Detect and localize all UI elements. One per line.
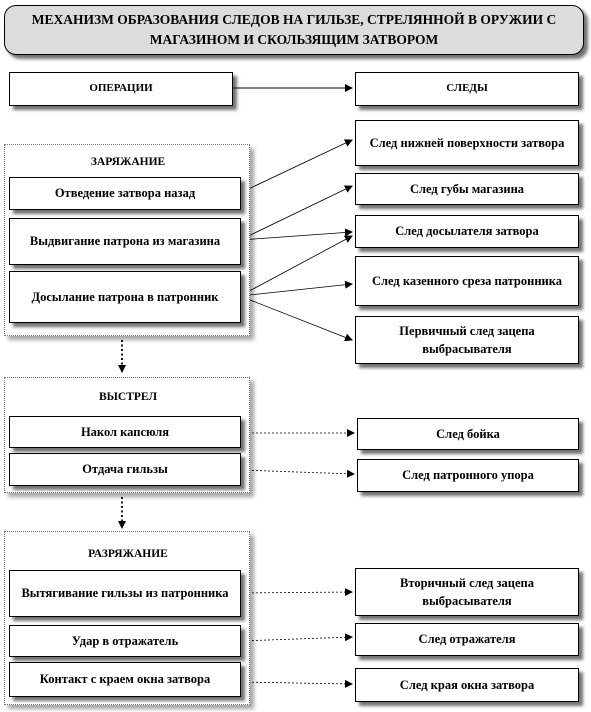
trace-firing-pin: След бойка <box>357 418 579 450</box>
arrow-op2-trace3 <box>240 232 352 240</box>
op-extract-case: Вытягивание гильзы из патронника <box>9 570 241 617</box>
traces-header: СЛЕДЫ <box>355 72 579 106</box>
trace-magazine-lip: След губы магазина <box>355 173 579 205</box>
diagram-title: МЕХАНИЗМ ОБРАЗОВАНИЯ СЛЕДОВ НА ГИЛЬЗЕ, СТРЕЛЯННОЙ В ОРУЖИИ С МАГАЗИНОМ И СКОЛЬЗЯЩИМ ЗАТВОРОМ <box>4 5 584 55</box>
arrow-op3-trace4 <box>240 284 352 296</box>
group-shot-title: ВЫСТРЕЛ <box>98 391 158 403</box>
group-loading-title: ЗАРЯЖАНИЕ <box>90 156 166 168</box>
trace-bolt-rammer: След досылателя затвора <box>355 215 579 248</box>
trace-breech-face: След патронного упора <box>357 459 579 492</box>
trace-secondary-extractor: Вторичный след зацепа выбрасывателя <box>355 568 579 616</box>
op-cartridge-from-magazine: Выдвигание патрона из магазина <box>9 218 241 265</box>
trace-bolt-bottom: След нижней поверхности затвора <box>355 120 579 166</box>
arrow-op5-trace7 <box>240 470 354 474</box>
trace-ejector: След отражателя <box>355 623 579 656</box>
operations-header: ОПЕРАЦИИ <box>9 72 233 106</box>
arrow-op3-trace3 <box>240 236 352 296</box>
trace-chamber-breech-face: След казенного среза патронника <box>355 256 579 306</box>
arrow-op7-trace9 <box>240 637 352 641</box>
group-unloading-title: РАЗРЯЖАНИЕ <box>88 548 168 560</box>
arrow-op8-trace10 <box>240 682 352 684</box>
arrow-op2-trace2 <box>240 186 352 240</box>
op-ejection-port-contact: Контакт с краем окна затвора <box>9 662 241 697</box>
op-ejector-hit: Удар в отражатель <box>9 625 241 657</box>
op-primer-strike: Накол капсюля <box>9 416 241 448</box>
op-pull-bolt-back: Отведение затвора назад <box>9 177 241 210</box>
op-chamber-cartridge: Досылание патрона в патронник <box>9 271 241 323</box>
arrow-op3-trace5 <box>240 296 352 340</box>
arrow-op6-trace8 <box>240 592 352 593</box>
trace-ejection-port-edge: След края окна затвора <box>355 668 579 702</box>
trace-primary-extractor: Первичный след зацепа выбрасывателя <box>355 316 579 364</box>
arrow-op1-trace1 <box>240 140 352 193</box>
op-case-recoil: Отдача гильзы <box>9 453 241 486</box>
